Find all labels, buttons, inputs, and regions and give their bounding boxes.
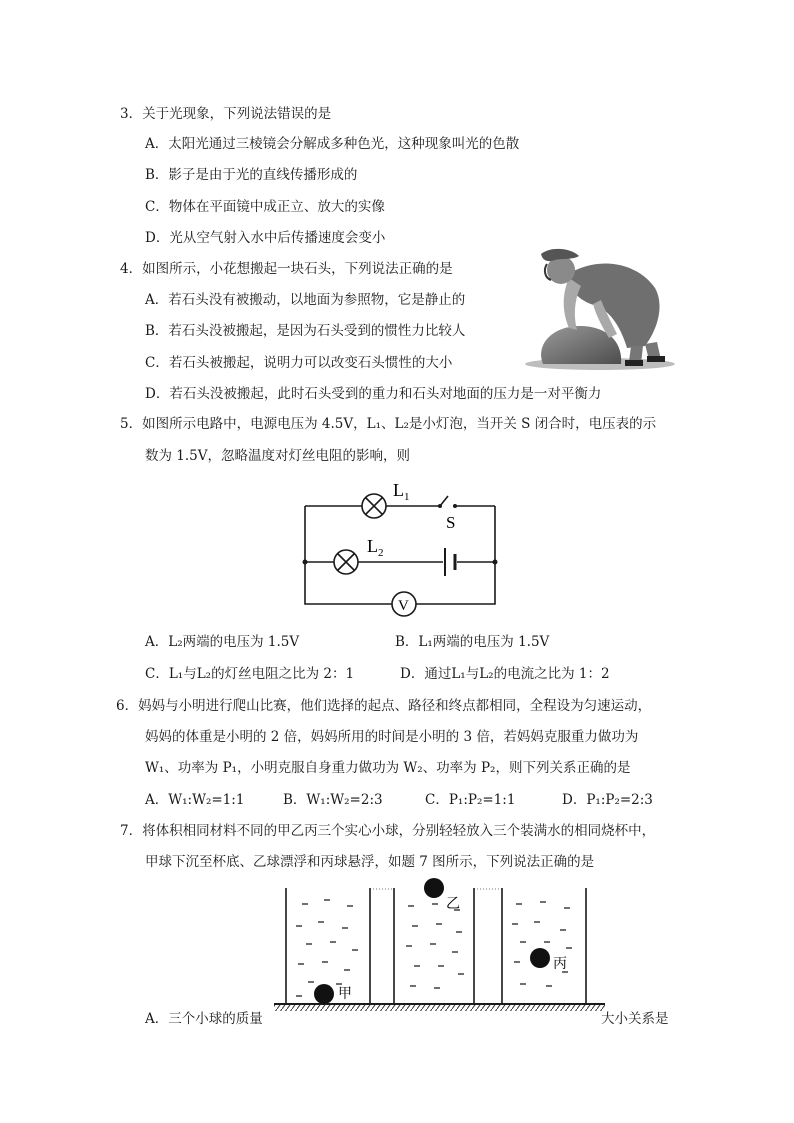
- q7-option-a-right: 大小关系是: [601, 1011, 669, 1027]
- circuit-diagram: [290, 478, 510, 618]
- q6-option-b: B．W₁:W₂=2:3: [283, 792, 383, 808]
- q3-option-b: B．影子是由于光的直线传播形成的: [145, 167, 358, 183]
- q3-stem: 3．关于光现象，下列说法错误的是: [120, 106, 332, 122]
- q5-stem-line1: 5．如图所示电路中，电源电压为 4.5V，L₁、L₂是小灯泡，当开关 S 闭合时，电压表的示: [120, 416, 657, 432]
- q6-option-c: C．P₁:P₂=1:1: [425, 792, 516, 808]
- q4-option-c: C．若石头被搬起，说明力可以改变石头惯性的大小: [145, 355, 453, 371]
- ball-bing: [530, 948, 550, 968]
- q5-stem-line2: 数为 1.5V，忽略温度对灯丝电阻的影响，则: [145, 448, 411, 464]
- switch-label: S: [446, 513, 456, 532]
- q6-option-d: D．P₁:P₂=2:3: [562, 792, 653, 808]
- q3-option-d: D．光从空气射入水中后传播速度会变小: [145, 230, 386, 246]
- voltmeter-label: V: [398, 598, 409, 614]
- q3-option-c: C．物体在平面镜中成正立、放大的实像: [145, 199, 385, 215]
- ball-jia: [314, 984, 334, 1004]
- beaker-bing: [502, 888, 586, 1003]
- q6-stem-line1: 6．妈妈与小明进行爬山比赛，他们选择的起点、路径和终点都相同，全程设为匀速运动，: [116, 698, 652, 714]
- q6-stem-line3: W₁、功率为 P₁，小明克服自身重力做功为 W₂、功率为 P₂，则下列关系正确的是: [145, 760, 631, 776]
- q7-stem-line2: 甲球下沉至杯底、乙球漂浮和丙球悬浮，如题 7 图所示，下列说法正确的是: [145, 854, 595, 870]
- lamp-l1-label: $L_1$: [393, 480, 410, 503]
- q6-option-a: A．W₁:W₂=1:1: [145, 792, 245, 808]
- q4-stem: 4．如图所示，小花想搬起一块石头，下列说法正确的是: [120, 261, 453, 277]
- three-beakers-figure: [272, 876, 607, 1012]
- q4-option-a: A．若石头没有被搬动，以地面为参照物，它是静止的: [145, 292, 466, 308]
- lamp-l2-label: $L_2$: [367, 536, 384, 559]
- q5-option-c: C．L₁与L₂的灯丝电阻之比为 2：1: [145, 666, 355, 682]
- q3-option-a: A．太阳光通过三棱镜会分解成多种色光，这种现象叫光的色散: [145, 136, 520, 152]
- q7-option-a-left: A．三个小球的质量: [145, 1011, 263, 1027]
- q7-stem-line1: 7．将体积相同材料不同的甲乙丙三个实心小球，分别轻轻放入三个装满水的相同烧杯中，: [120, 823, 656, 839]
- q5-option-a: A．L₂两端的电压为 1.5V: [145, 634, 300, 650]
- q4-option-d: D．若石头没被搬起，此时石头受到的重力和石头对地面的压力是一对平衡力: [145, 386, 602, 402]
- ball-yi: [424, 878, 444, 898]
- ball-yi-label: 乙: [446, 896, 460, 912]
- q5-option-d: D．通过L₁与L₂的电流之比为 1：2: [400, 666, 610, 682]
- girl-lifting-stone-illustration: [525, 248, 675, 370]
- ball-jia-label: 甲: [338, 986, 352, 1002]
- q6-stem-line2: 妈妈的体重是小明的 2 倍，妈妈所用的时间是小明的 3 倍，若妈妈克服重力做功为: [145, 729, 639, 745]
- ball-bing-label: 丙: [553, 956, 567, 972]
- q4-option-b: B．若石头没被搬起，是因为石头受到的惯性力比较人: [145, 323, 466, 339]
- q5-option-b: B．L₁两端的电压为 1.5V: [395, 634, 550, 650]
